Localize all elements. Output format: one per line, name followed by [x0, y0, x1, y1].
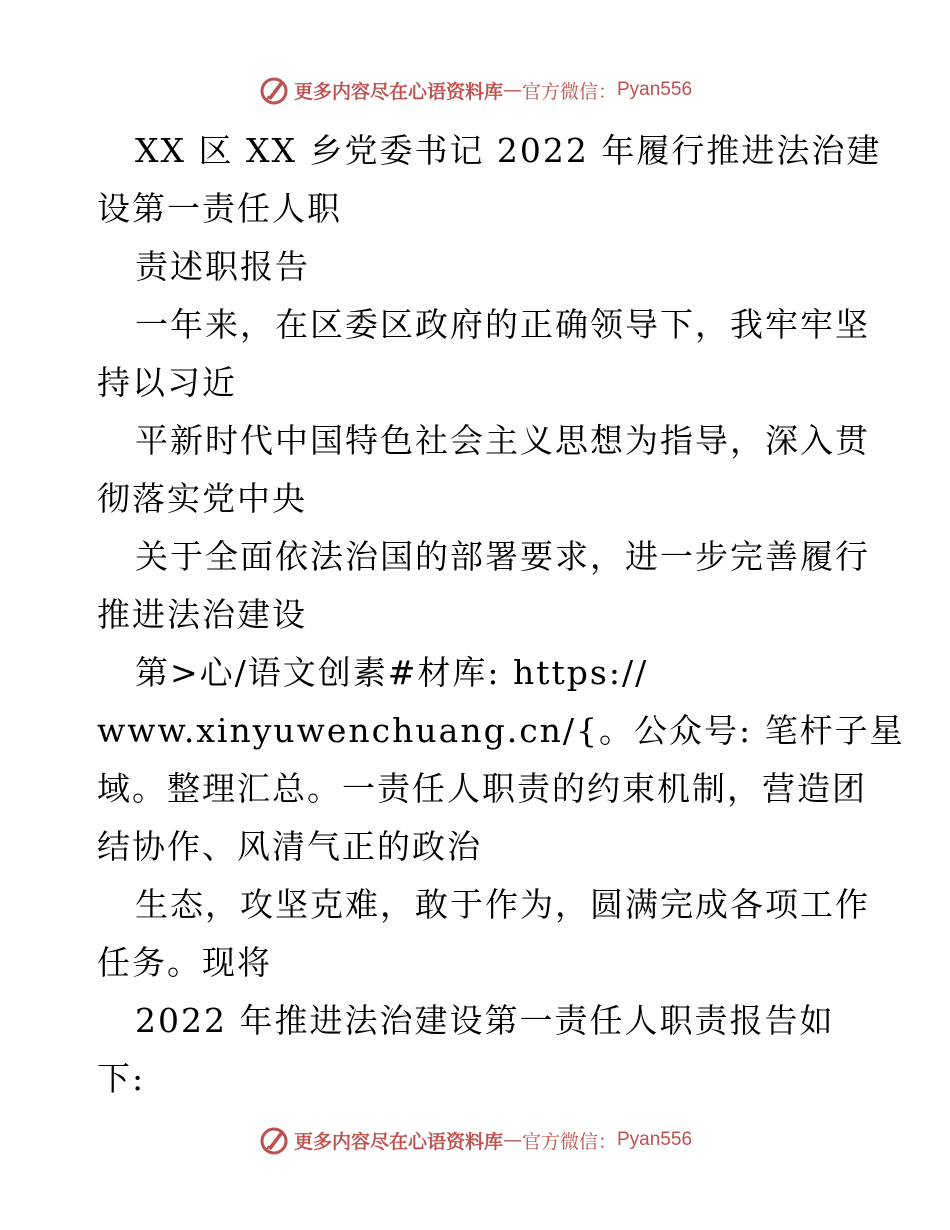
banner-wechat-label: 官方微信： [521, 80, 617, 103]
text-line: 下: [97, 1059, 146, 1098]
text-line: www.xinyuwenchuang.cn/{。公众号: 笔杆子星 [97, 711, 905, 750]
text-line: XX 区 XX 乡党委书记 2022 年履行推进法治建 [135, 131, 882, 170]
banner-separator: — [502, 79, 522, 101]
text-line: 生态，攻坚克难，敢于作为，圆满完成各项工作 [135, 885, 870, 924]
banner-wechat-id: Pyan556 [617, 79, 693, 100]
banner-brand: 更多内容尽在心语资料库 [293, 80, 503, 103]
text-line: 一年来，在区委区政府的正确领导下，我牢牢坚 [135, 305, 870, 344]
text-line: 责述职报告 [135, 247, 310, 286]
text-line: 关于全面依法治国的部署要求，进一步完善履行 [135, 537, 870, 576]
text-line: 彻落实党中央 [97, 479, 307, 518]
text-line: 推进法治建设 [97, 595, 307, 634]
banner-wechat-label: 官方微信： [521, 1130, 617, 1153]
banner-brand: 更多内容尽在心语资料库 [293, 1130, 503, 1153]
text-line: 平新时代中国特色社会主义思想为指导，深入贯 [135, 421, 870, 460]
text-line: 任务。现将 [97, 943, 272, 982]
text-line: 结协作、风清气正的政治 [97, 827, 482, 866]
quill-logo-icon [258, 74, 290, 106]
footer-banner [0, 1120, 950, 1160]
text-line: 域。整理汇总。一责任人职责的约束机制，营造团 [97, 769, 867, 808]
text-line: 第>心/语文创素#材库: https:// [135, 653, 649, 692]
text-line: 持以习近 [97, 363, 237, 402]
header-banner [0, 70, 950, 110]
quill-logo-icon [258, 1124, 290, 1156]
banner-wechat-id: Pyan556 [617, 1129, 693, 1150]
text-line: 设第一责任人职 [97, 189, 342, 228]
banner-separator: — [502, 1129, 522, 1151]
text-line: 2022 年推进法治建设第一责任人职责报告如 [135, 1001, 835, 1040]
document-body [97, 122, 905, 1108]
